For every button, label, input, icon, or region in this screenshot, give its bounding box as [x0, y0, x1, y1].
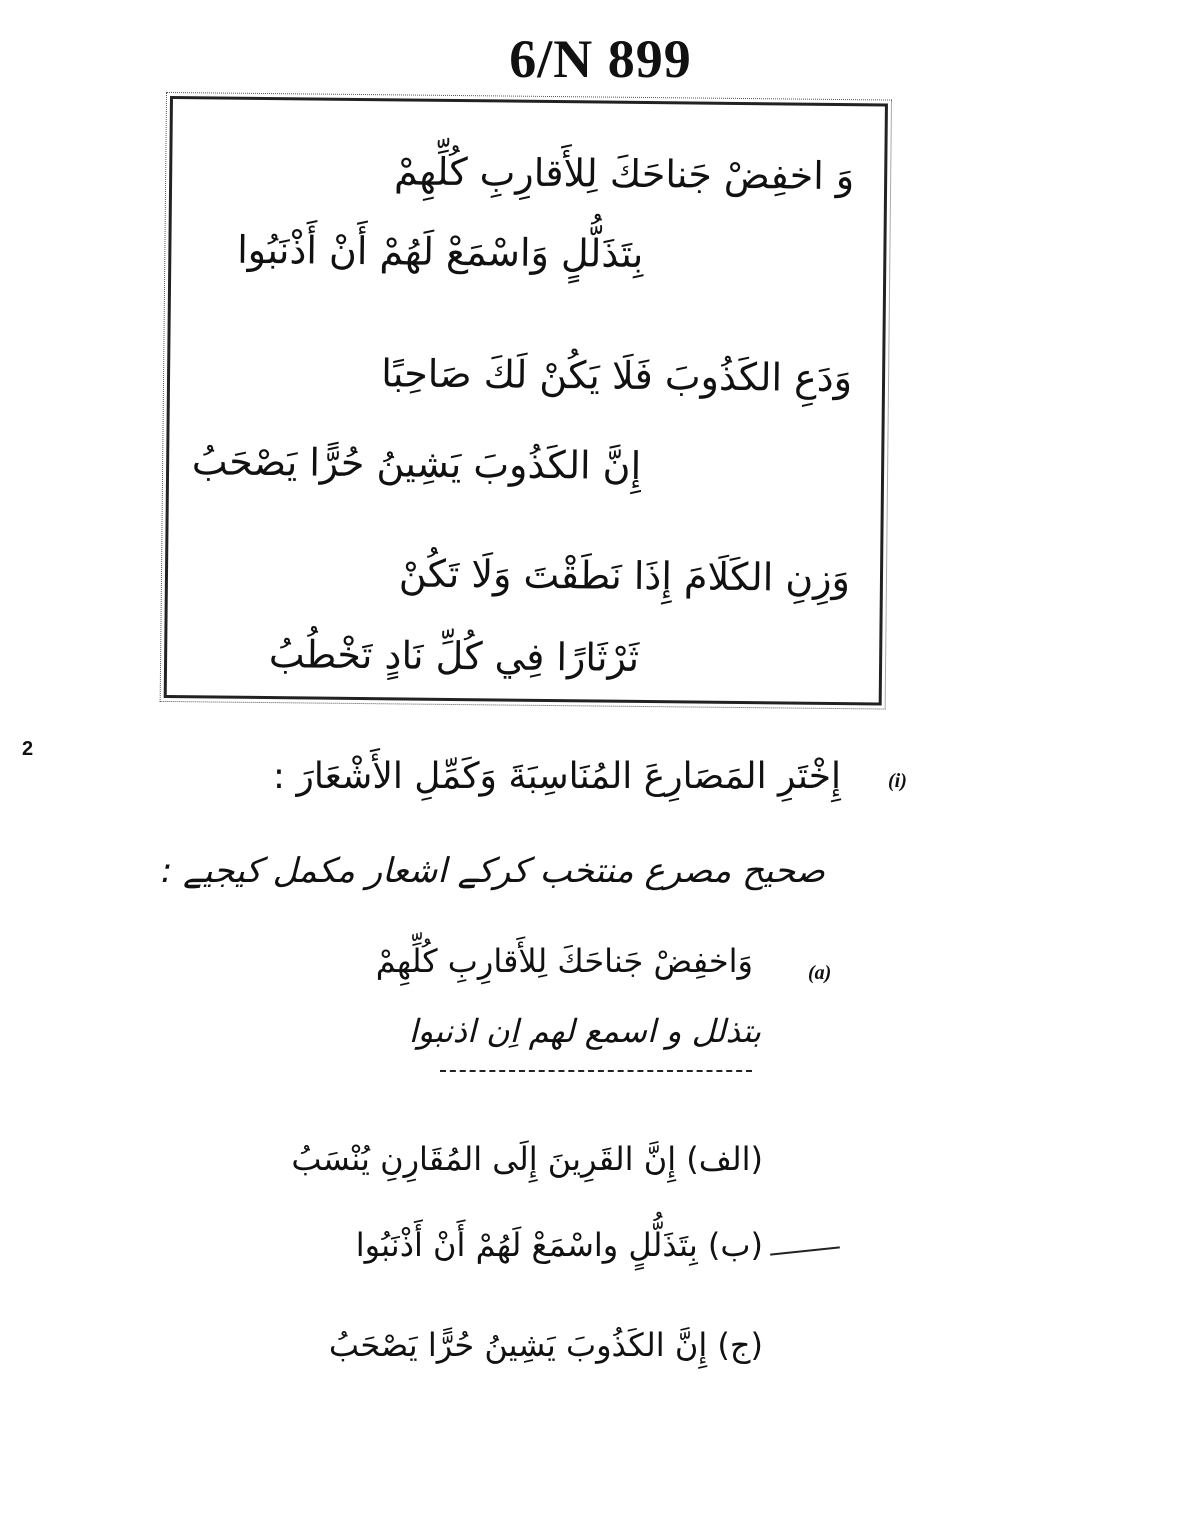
poem-verse-1: وَ اخفِضْ جَناحَكَ لِلأَقارِبِ كُلِّهِمْ [393, 149, 855, 199]
poem-verse-2: بِتَذَلُّلٍ وَاسْمَعْ لَهُمْ أَنْ أَذْنَبُوا [236, 227, 644, 276]
poem-verse-6: ثَرْثَارًا فِي كُلِّ نَادٍ تَخْطُبُ [268, 632, 640, 680]
poem-verse-4: إِنَّ الكَذُوبَ يَشِينُ حُرًّا يَصْحَبُ [191, 439, 642, 488]
option-alif: (الف) إِنَّ القَرِينَ إِلَى المُقَارِنِ يُنْسَبُ [291, 1140, 763, 1178]
question-instruction-arabic: إِخْتَرِ المَصَارِعَ المُنَاسِبَةَ وَكَمِّلِ الأَشْعَارَ : [272, 756, 841, 797]
option-be: (ب) بِتَذَلُّلٍ واسْمَعْ لَهُمْ أَنْ أَذْنَبُوا [355, 1226, 763, 1264]
question-number: (i) [888, 770, 907, 792]
poem-verse-5: وَزِنِ الكَلَامَ إِذَا نَطَقْتَ وَلَا تَكُنْ [398, 551, 851, 601]
poem-box [164, 96, 888, 705]
answer-underline [440, 1070, 752, 1072]
option-jeem: (ج) إِنَّ الكَذُوبَ يَشِينُ حُرًّا يَصْحَبُ [328, 1326, 763, 1364]
question-instruction-urdu: صحیح مصرع منتخب کرکے اشعار مکمل کیجیے : [160, 851, 825, 891]
sub-question-label: (a) [808, 962, 832, 984]
page-code: 6/N 899 [509, 29, 692, 89]
sub-question-verse: وَاخفِضْ جَناحَكَ لِلأَقارِبِ كُلِّهِمْ [375, 942, 753, 980]
poem-verse-3: وَدَعِ الكَذُوبَ فَلَا يَكُنْ لَكَ صَاحِبًا [381, 351, 853, 401]
handwritten-answer: بتذلل و اسمع لھم اِن اذنبوا [408, 1012, 761, 1050]
option-marker-stroke [770, 1246, 840, 1255]
question-marks: 2 [22, 738, 34, 760]
